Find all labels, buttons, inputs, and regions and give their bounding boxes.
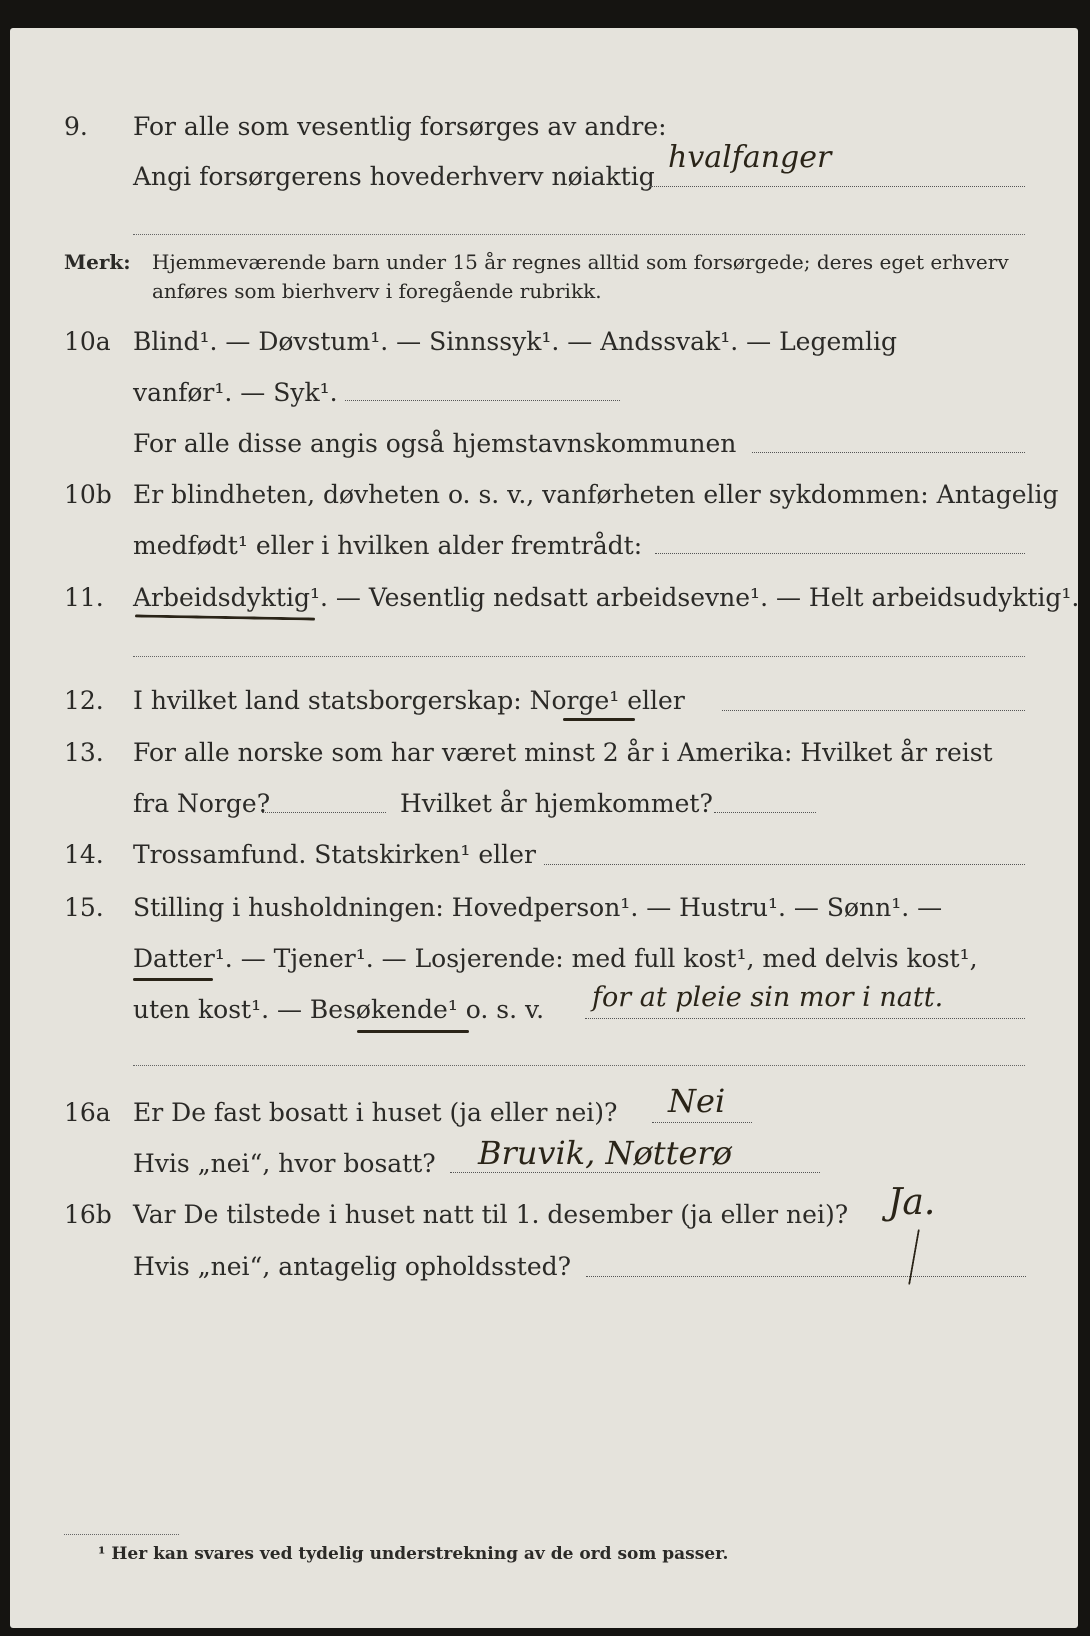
question-number: 11. <box>64 583 104 612</box>
question-number: 10a <box>64 327 111 356</box>
handwritten-answer: Ja. <box>888 1182 936 1223</box>
question-text: Angi forsørgerens hovederhverv nøiaktig <box>133 162 655 191</box>
footnote-rule <box>64 1534 179 1535</box>
question-text: fra Norge? <box>133 789 271 818</box>
top-edge <box>0 0 1090 30</box>
question-text: Blind¹. — Døvstum¹. — Sinnssyk¹. — Andssvak¹. — Legemlig <box>133 327 897 356</box>
question-text: medfødt¹ eller i hvilken alder fremtrådt: <box>133 531 643 560</box>
question-text: Hvis „nei“, hvor bosatt? <box>133 1149 436 1178</box>
question-number: 10b <box>64 480 112 509</box>
answer-line <box>652 1122 752 1123</box>
question-text: uten kost¹. — Besøkende¹ o. s. v. <box>133 995 545 1024</box>
note-text: Hjemmeværende barn under 15 år regnes alltid som forsørgede; deres eget erhverv <box>152 250 1009 274</box>
question-number: 9. <box>64 112 88 141</box>
question-text: Stilling i husholdningen: Hovedperson¹. — Hustru¹. — Sønn¹. — <box>133 893 943 922</box>
question-text: Er De fast bosatt i huset (ja eller nei)? <box>133 1098 618 1127</box>
question-text: For alle disse angis også hjemstavnskommunen <box>133 429 737 458</box>
question-number: 13. <box>64 738 104 767</box>
note-text: anføres som bierhverv i foregående rubrikk. <box>152 279 602 303</box>
question-text: vanfør¹. — Syk¹. <box>133 378 338 407</box>
answer-line <box>544 864 1025 865</box>
divider <box>133 1065 1025 1066</box>
handwritten-answer: hvalfanger <box>668 140 832 175</box>
question-text: I hvilket land statsborgerskap: Norge¹ eller <box>133 686 685 715</box>
note-label: Merk: <box>64 250 131 274</box>
answer-line <box>722 710 1025 711</box>
divider <box>133 234 1025 235</box>
answer-line <box>345 400 620 401</box>
answer-line <box>650 186 1025 187</box>
answer-line <box>655 553 1025 554</box>
answer-line <box>752 452 1025 453</box>
handwritten-underline <box>563 718 635 721</box>
handwritten-answer: Bruvik, Nøtterø <box>478 1134 732 1172</box>
question-number: 14. <box>64 840 104 869</box>
answer-line <box>714 812 816 813</box>
divider <box>133 656 1025 657</box>
answer-line <box>585 1018 1025 1019</box>
question-text: Er blindheten, døvheten o. s. v., vanførheten eller sykdommen: Antagelig <box>133 480 1059 509</box>
answer-line <box>586 1276 1026 1277</box>
question-number: 15. <box>64 893 104 922</box>
question-text: Trossamfund. Statskirken¹ eller <box>133 840 536 869</box>
question-text: Datter¹. — Tjener¹. — Losjerende: med full kost¹, med delvis kost¹, <box>133 944 978 973</box>
answer-line <box>450 1172 820 1173</box>
handwritten-underline <box>357 1030 469 1033</box>
handwritten-underline <box>133 978 213 981</box>
handwritten-answer: for at pleie sin mor i natt. <box>592 982 944 1013</box>
question-text: Var De tilstede i huset natt til 1. desember (ja eller nei)? <box>133 1200 849 1229</box>
answer-line <box>262 812 386 813</box>
question-text: Arbeidsdyktig¹. — Vesentlig nedsatt arbeidsevne¹. — Helt arbeidsudyktig¹. <box>133 583 1080 612</box>
footnote: ¹ Her kan svares ved tydelig understrekning av de ord som passer. <box>98 1544 729 1564</box>
question-number: 12. <box>64 686 104 715</box>
question-number: 16b <box>64 1200 112 1229</box>
question-text: For alle norske som har været minst 2 år i Amerika: Hvilket år reist <box>133 738 993 767</box>
handwritten-answer: Nei <box>668 1082 726 1120</box>
question-number: 16a <box>64 1098 111 1127</box>
question-text: For alle som vesentlig forsørges av andre: <box>133 112 667 141</box>
question-text: Hvis „nei“, antagelig opholdssted? <box>133 1252 572 1281</box>
question-text: Hvilket år hjemkommet? <box>400 789 713 818</box>
